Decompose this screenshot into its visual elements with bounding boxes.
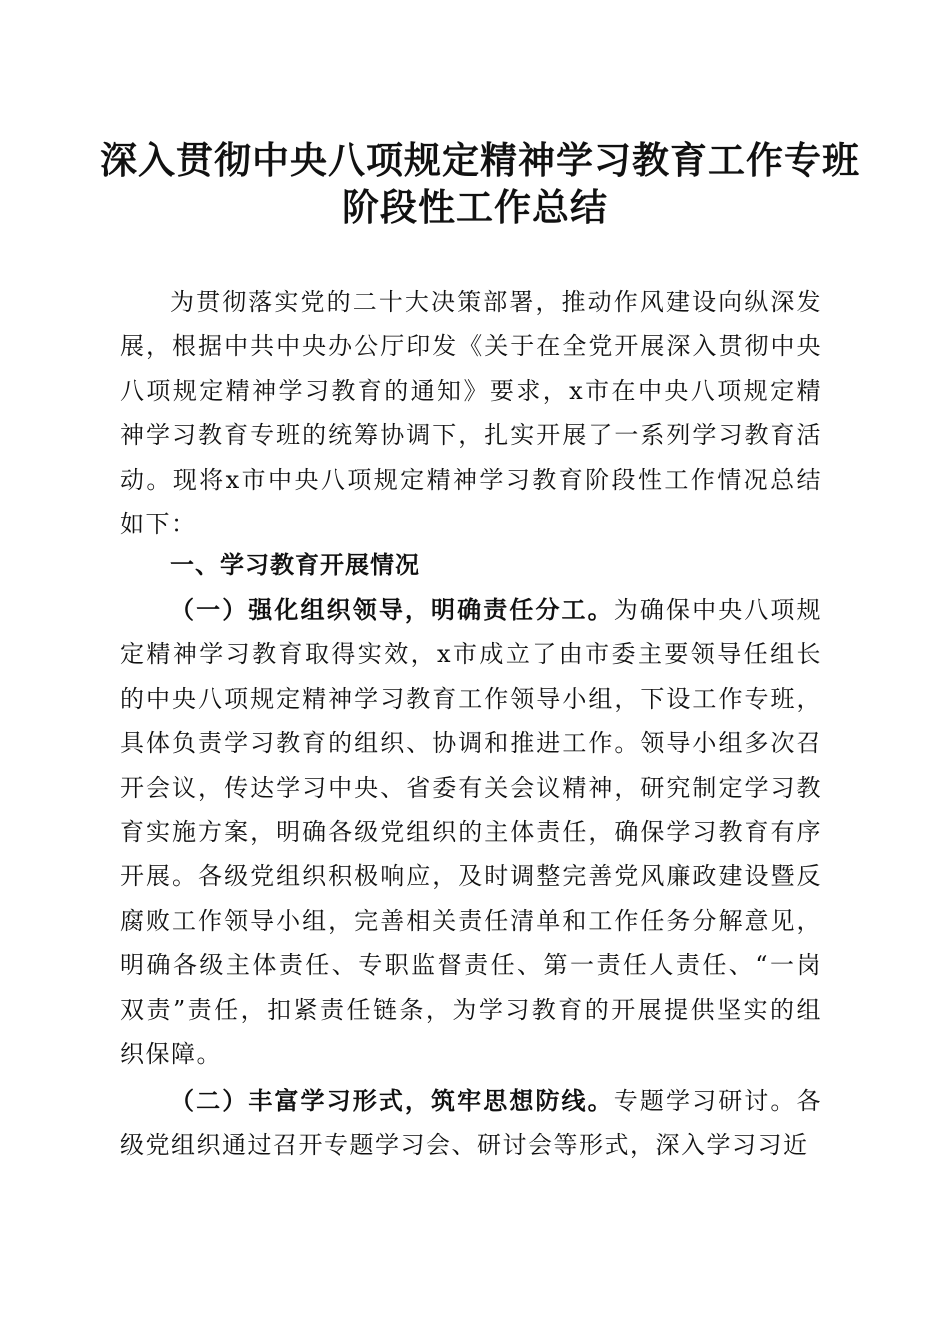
subsection-1-body: 为确保中央八项规定精神学习教育取得实效，x市成立了由市委主要领导任组长的中央八项规定精神学习教育工作领导小组，下设工作专班，具体负责学习教育的组织、协调和推进工作。领导小组多次召开会议，传达学习中央、省委有关会议精神，研究制定学习教育实施方案，明确各级党组织的主体责任，确保学习教育有序开展。各级党组织积极响应，及时调整完善党风廉政建设暨反腐败工作领导小组，完善相关责任清单和工作任务分解意见，明确各级主体责任、专职监督责任、第一责任人责任、“一岗双责”责任，扣紧责任链条，为学习教育的开展提供坚实的组织保障。 — [120, 596, 823, 1069]
intro-paragraph: 为贯彻落实党的二十大决策部署，推动作风建设向纵深发展，根据中共中央办公厅印发《关于在全党开展深入贯彻中央八项规定精神学习教育的通知》要求，x市在中央八项规定精神学习教育专班的统筹协调下，扎实开展了一系列学习教育活动。现将x市中央八项规定精神学习教育阶段性工作情况总结如下： — [120, 288, 822, 539]
subsection-2-paragraph — [120, 1079, 822, 1168]
subsection-1-lead: （一）强化组织领导，明确责任分工。 — [170, 595, 614, 624]
section-heading: 一、学习教育开展情况 — [170, 551, 420, 579]
subsection-1-paragraph — [120, 588, 822, 1076]
document-title-line1: 深入贯彻中央八项规定精神学习教育工作专班 — [100, 138, 860, 182]
document-title-line2: 阶段性工作总结 — [342, 185, 608, 229]
subsection-2-lead: （二）丰富学习形式，筑牢思想防线。 — [170, 1086, 614, 1115]
subsection-2-body: 专题学习研讨。各级党组织通过召开专题学习会、研讨会等形式，深入学习习近 — [120, 1087, 823, 1160]
